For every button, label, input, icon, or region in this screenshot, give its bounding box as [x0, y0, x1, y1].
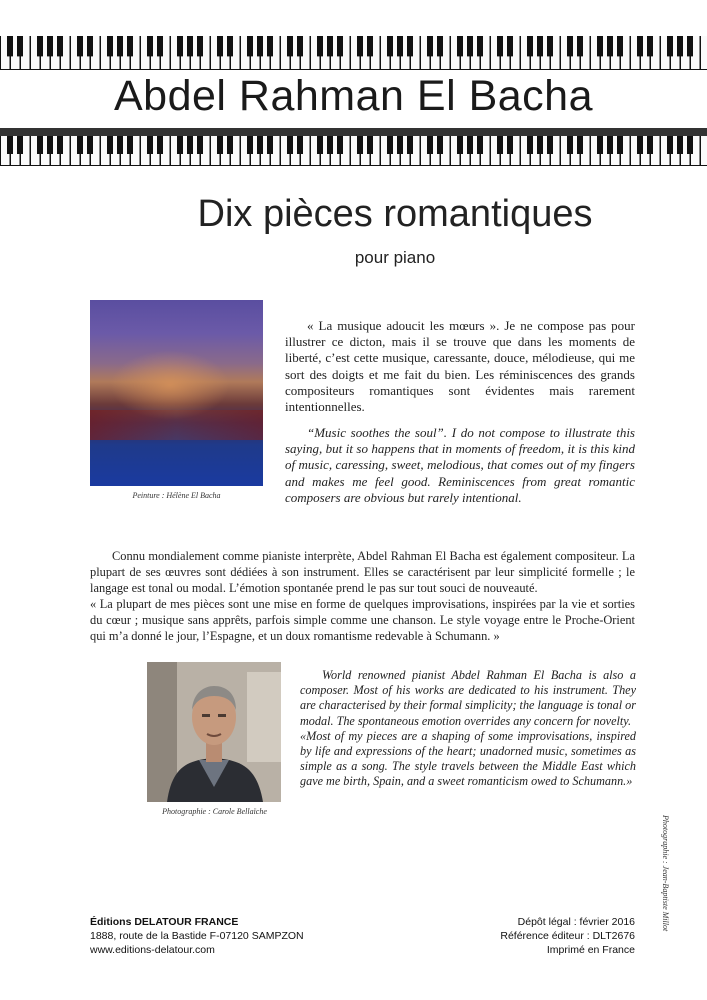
biography-french [90, 548, 635, 644]
quote-french [285, 318, 635, 415]
publisher-address: 1888, route de la Bastide F-07120 SAMPZON [90, 930, 304, 942]
photo-caption: Photographie : Carole Bellaïche [162, 807, 267, 816]
painting-caption: Peinture : Hélène El Bacha [132, 491, 221, 500]
composer-name: Abdel Rahman El Bacha [113, 72, 593, 120]
legal-deposit: Dépôt légal : février 2016 [517, 916, 635, 928]
quote-french-text: « La musique adoucit les mœurs ». Je ne compose pas pour illustrer ce dicton, mais il se trouve que dans les moments de liberté, c’est cette musique, caressante, douce, mélodieuse, qui me sort des doigts et me fait du bien. Les réminiscences des grands compositeurs romantiques sont évidentes mais rarement intentionnelles. [285, 318, 635, 415]
publisher-website[interactable]: www.editions-delatour.com [90, 944, 215, 956]
quote-english-text: “Music soothes the soul”. I do not compose to illustrate this saying, but it so happens that in moments of freedom, it is this kind of music, caressing, sweet, melodious, that comes out of my fingers and makes me feel good. Reminiscences from great romantic composers are obvious but rarely intentional. [285, 425, 635, 505]
biography-french-paragraph-2: « La plupart de mes pièces sont une mise en forme de quelques improvisations, inspirées par la vie et sorties du cœur ; musique sans apprêts, parfois simple comme une chanson. Le style voyage entre le Proche-Orient qui m’a donné le jour, l’Espagne, et un doux romantisme redevable à Schumann. » [90, 597, 635, 643]
quote-english [285, 425, 635, 506]
page-title: Dix pièces romantiques [197, 193, 593, 235]
publisher-name: Éditions DELATOUR FRANCE [90, 916, 239, 928]
printed-in: Imprimé en France [546, 944, 635, 956]
publisher-reference: Référence éditeur : DLT2676 [500, 930, 635, 942]
vertical-photo-credit: Photographie : Jean-Baptiste Millot [661, 815, 670, 932]
biography-french-paragraph-1: Connu mondialement comme pianiste interprète, Abdel Rahman El Bacha est également compositeur. La plupart de ses œuvres sont dédiées à son instrument. Elles se caractérisent par leur simplicité formelle ; le langage est tonal ou modal. L’émotion spontanée prend le pas sur tout souci de nouveauté. [90, 549, 635, 595]
publisher-info [90, 915, 304, 957]
page-subtitle: pour piano [354, 248, 436, 267]
portrait-icon [147, 662, 281, 802]
biography-english-paragraph-2: «Most of my pieces are a shaping of some improvisations, inspired by life and expressions of the heart; unadorned music, sometimes as simple as a song. The style travels between the Middle East which gave me birth, Spain, and a sweet romanticism owed to Schumann.» [300, 728, 636, 789]
painting-image [90, 300, 263, 486]
piano-keyboard-bottom [0, 128, 707, 166]
legal-info [420, 915, 635, 957]
biography-english-paragraph-1: World renowned pianist Abdel Rahman El Bacha is also a composer. Most of his works are dedicated to his instrument. They are characterised by their formal simplicity; the language is tonal or modal. The spontaneous emotion overrides any concern for novelty. [300, 668, 637, 728]
piano-keys-icon [0, 128, 707, 166]
piano-keys-icon [0, 36, 707, 70]
biography-english [300, 668, 636, 790]
composer-photo [147, 662, 281, 802]
piano-keyboard-top [0, 36, 707, 70]
